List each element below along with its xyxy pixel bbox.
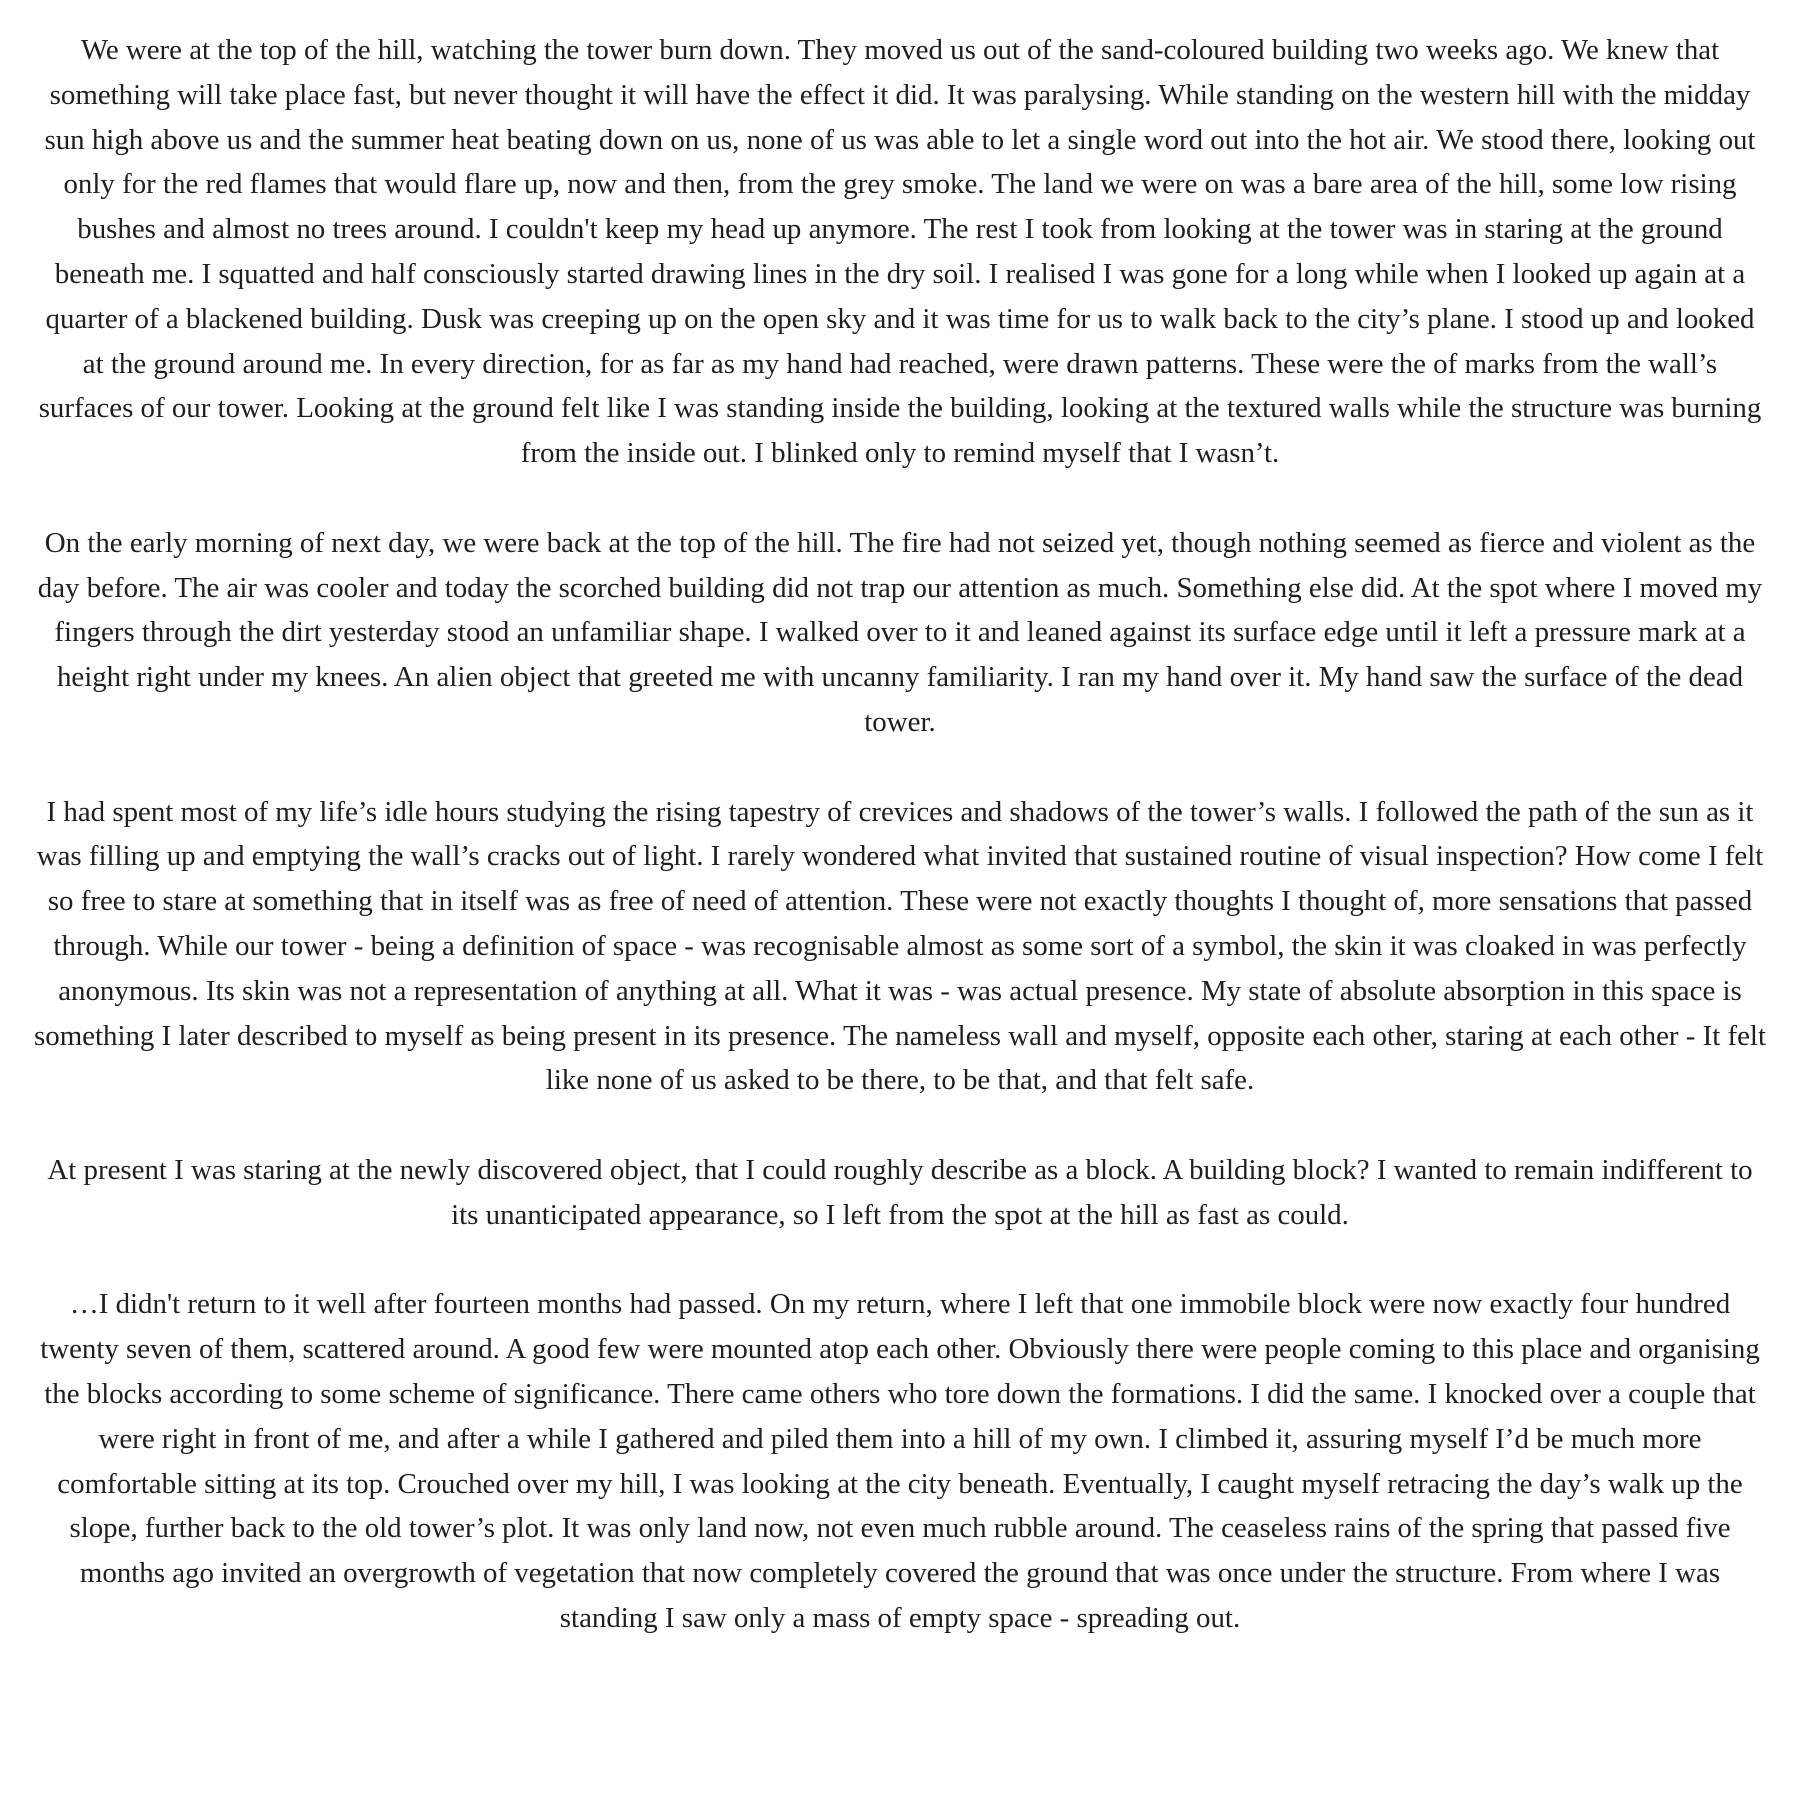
paragraph-4: At present I was staring at the newly discovered object, that I could roughly describe as a block. A building block? I wanted to remain indifferent to its unanticipated appearance, so I left from the spot at the hill as fast as could. xyxy=(47,1153,1753,1231)
paragraph-2: On the early morning of next day, we were back at the top of the hill. The fire had not seized yet, though nothing seemed as fierce and violent as the day before. The air was cooler and today the scorched building did not trap our attention as much. Something else did. At the spot where I moved my fingers through the dirt yesterday stood an unfamiliar shape. I walked over to it and leaned against its surface edge until it left a pressure mark at a height right under my knees. An alien object that greeted me with uncanny familiarity. I ran my hand over it. My hand saw the surface of the dead tower. xyxy=(37,526,1763,738)
paragraph-1: We were at the top of the hill, watching the tower burn down. They moved us out of the sand-coloured building two weeks ago. We knew that something will take place fast, but never thought it will have the effect it did. It was paralysing. While standing on the western hill with the midday sun high above us and the summer heat beating down on us, none of us was able to let a single word out into the hot air. We stood there, looking out only for the red flames that would flare up, now and then, from the grey smoke. The land we were on was a bare area of the hill, some low rising bushes and almost no trees around. I couldn't keep my head up anymore. The rest I took from looking at the tower was in staring at the ground beneath me. I squatted and half consciously started drawing lines in the dry soil. I realised I was gone for a long while when I looked up again at a quarter of a blackened building. Dusk was creeping up on the open sky and it was time for us to walk back to the city’s plane. I stood up and looked at the ground around me. In every direction, for as far as my hand had reached, were drawn patterns. These were the of marks from the wall’s surfaces of our tower. Looking at the ground felt like I was standing inside the building, looking at the textured walls while the structure was burning from the inside out. I blinked only to remind myself that I wasn’t. xyxy=(38,34,1762,470)
paragraph-5: …I didn't return to it well after fourteen months had passed. On my return, where I left that one immobile block were now exactly four hundred twenty seven of them, scattered around. A good few were mounted atop each other. Obviously there were people coming to this place and organising the blocks according to some scheme of significance. There came others who tore down the formations. I did the same. I knocked over a couple that were right in front of me, and after a while I gathered and piled them into a hill of my own. I climbed it, assuring myself I’d be much more comfortable sitting at its top. Crouched over my hill, I was looking at the city beneath. Eventually, I caught myself retracing the day’s walk up the slope, further back to the old tower’s plot. It was only land now, not even much rubble around. The ceaseless rains of the spring that passed five months ago invited an overgrowth of vegetation that now completely covered the ground that was once under the structure. From where I was standing I saw only a mass of empty space - spreading out. xyxy=(40,1288,1760,1634)
document-body xyxy=(32,28,1768,1641)
paragraph-3: I had spent most of my life’s idle hours studying the rising tapestry of crevices and shadows of the tower’s walls. I followed the path of the sun as it was filling up and emptying the wall’s cracks out of light. I rarely wondered what invited that sustained routine of visual inspection? How come I felt so free to stare at something that in itself was as free of need of attention. These were not exactly thoughts I thought of, more sensations that passed through. While our tower - being a definition of space - was recognisable almost as some sort of a symbol, the skin it was cloaked in was perfectly anonymous. Its skin was not a representation of anything at all. What it was - was actual presence. My state of absolute absorption in this space is something I later described to myself as being present in its presence. The nameless wall and myself, opposite each other, staring at each other - It felt like none of us asked to be there, to be that, and that felt safe. xyxy=(34,795,1766,1097)
